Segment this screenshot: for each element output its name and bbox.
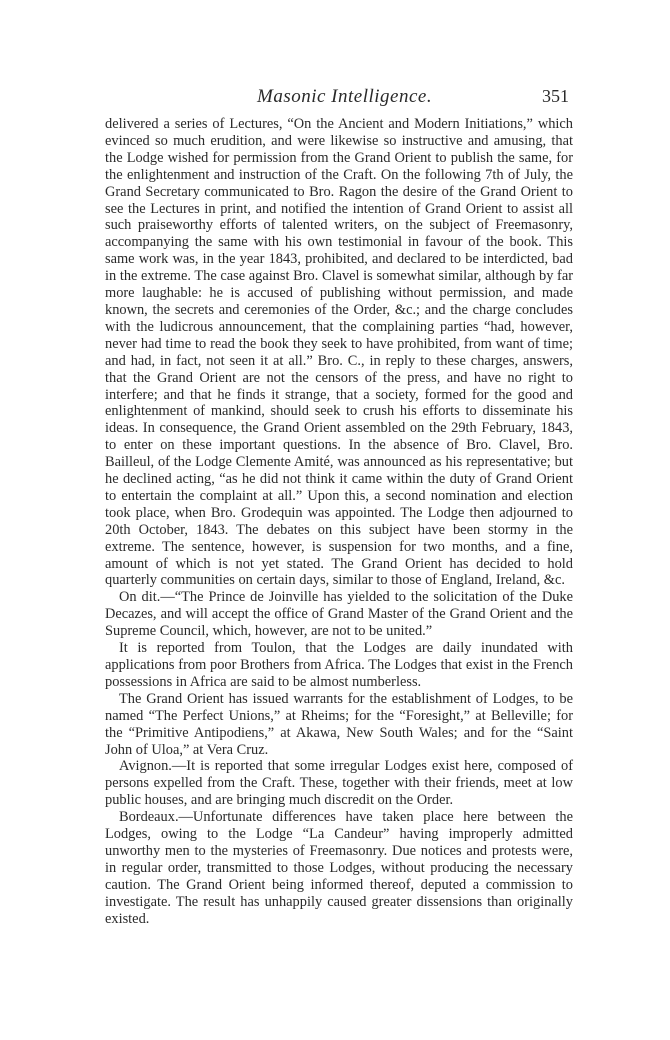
running-title: Masonic Intelligence. [257,86,433,107]
page-header [105,86,573,116]
paragraph-on-dit: On dit.—“The Prince de Joinville has yielded to the solicitation of the Duke Decazes, and will accept the office of Grand Master of the Grand Orient and the Supreme Council, which, however, are not to be united.” [105,589,573,640]
paragraph-warrants: The Grand Orient has issued warrants for the establishment of Lodges, to be named “The Perfect Unions,” at Rheims; for the “Foresight,” at Belleville; for the “Primitive Antipodiens,” at Akawa, New South Wales; and for the “Saint John of Uloa,” at Vera Cruz. [105,690,573,758]
paragraph-lectures: delivered a series of Lectures, “On the Ancient and Modern Initiations,” which evinced so much erudition, and were likewise so instructive and amusing, that the Lodge wished for permission from the Grand Orient to publish the same, for the enlightenment and instruction of the Craft. On the following 7th of July, the Grand Secretary communicated to Bro. Ragon the desire of the Grand Orient to see the Lectures in print, and notified the intention of Grand Orient to assist all such praiseworthy efforts of talented writers, on the subject of Freemasonry, accompanying the same with his own testimonial in favour of the book. This same work was, in the year 1843, prohibited, and declared to be interdicted, bad in the extreme. The case against Bro. Clavel is somewhat similar, although by far more laughable: he is accused of publishing without permission, and made known, the secrets and ceremonies of the Order, &c.; and the charge concludes with the ludicrous announcement, that the complaining parties “had, however, never had time to read the book they seek to have prohibited, from want of time; and had, in fact, not seen it at all.” Bro. C., in reply to these charges, answers, that the Grand Orient are not the censors of the press, and have no right to interfere; and that he finds it strange, that a society, formed for the good and enlightenment of mankind, should seek to crush his efforts to disseminate his ideas. In consequence, the Grand Orient assembled on the 29th February, 1843, to enter on these important questions. In the absence of Bro. Clavel, Bro. Bailleul, of the Lodge Clemente Amité, was announced as his representative; but he declined acting, “as he did not think it came within the duty of Grand Orient to entertain the complaint at all.” Upon this, a second nomination and election took place, when Bro. Grodequin was appointed. The Lodge then adjourned to 20th October, 1843. The debates on this subject have been stormy in the extreme. The sentence, however, is suspension for two months, and a fine, amount of which is not yet stated. The Grand Orient has decided to hold quarterly communities on certain days, similar to those of England, Ireland, &c. [105,116,573,589]
paragraph-bordeaux: Bordeaux.—Unfortunate differences have taken place here between the Lodges, owing to the Lodge “La Candeur” having improperly admitted unworthy men to the mysteries of Freemasonry. Due notices and protests were, in regular order, transmitted to those Lodges, without producing the necessary caution. The Grand Orient being informed thereof, deputed a commission to investigate. The result has unhappily caused greater dissensions than originally existed. [105,809,573,927]
paragraph-avignon: Avignon.—It is reported that some irregular Lodges exist here, composed of persons expelled from the Craft. These, together with their friends, meet at low public houses, and are bringing much discredit on the Order. [105,758,573,809]
book-page [105,86,573,928]
page-number: 351 [542,86,569,106]
body-text [105,116,573,928]
paragraph-toulon: It is reported from Toulon, that the Lodges are daily inundated with applications from poor Brothers from Africa. The Lodges that exist in the French possessions in Africa are said to be almost numberless. [105,640,573,690]
